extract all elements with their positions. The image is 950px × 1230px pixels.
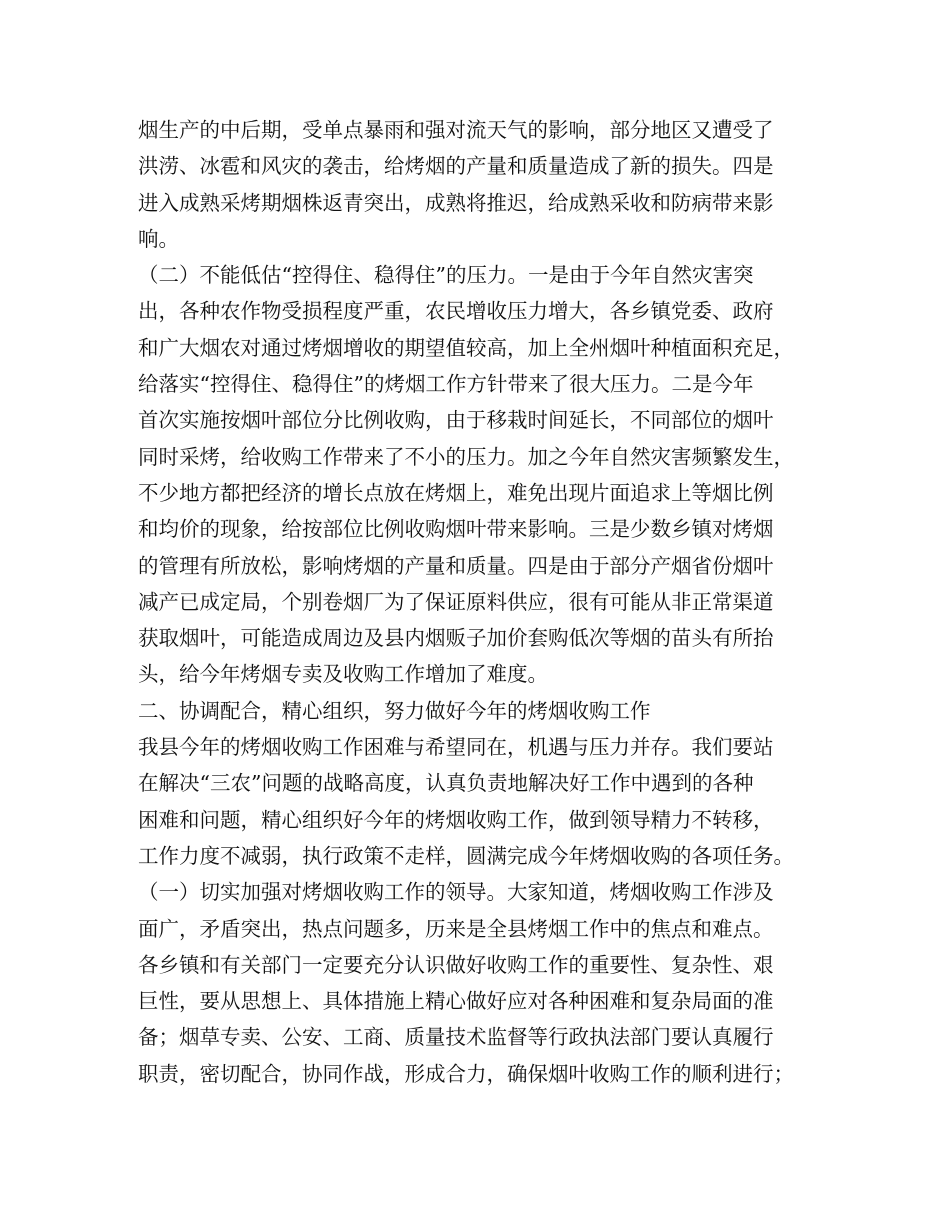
text-line: 同时采烤，给收购工作带来了不小的压力。加之今年自然灾害频繁发生， [138, 444, 794, 469]
document-body [138, 112, 838, 1092]
text-line: 和广大烟农对通过烤烟增收的期望值较高，加上全州烟叶种植面积充足， [138, 335, 794, 360]
text-line: 烟生产的中后期，受单点暴雨和强对流天气的影响，部分地区又遭受了 [138, 118, 774, 142]
text-line: 头，给今年烤烟专卖及收购工作增加了难度。 [138, 662, 548, 687]
text-line: 减产已成定局，个别卷烟厂为了保证原料供应，很有可能从非正常渠道 [138, 589, 774, 614]
text-line: 给落实“控得住、稳得住”的烤烟工作方针带来了很大压力。二是今年 [138, 372, 754, 397]
text-line: 不少地方都把经济的增长点放在烤烟上，难免出现片面追求上等烟比例 [138, 480, 774, 505]
text-line: 洪涝、冰雹和风灾的袭击，给烤烟的产量和质量造成了新的损失。四是 [138, 154, 774, 179]
text-line: 我县今年的烤烟收购工作困难与希望同在，机遇与压力并存。我们要站 [138, 735, 774, 760]
section-heading-line: （一）切实加强对烤烟收购工作的领导。大家知道，烤烟收购工作涉及 [138, 880, 774, 905]
text-line: 获取烟叶，可能造成周边及县内烟贩子加价套购低次等烟的苗头有所抬 [138, 626, 774, 651]
text-line: 首次实施按烟叶部位分比例收购，由于移栽时间延长，不同部位的烟叶 [138, 408, 774, 433]
text-line: 和均价的现象，给按部位比例收购烟叶带来影响。三是少数乡镇对烤烟 [138, 517, 774, 542]
text-line: 巨性，要从思想上、具体措施上精心做好应对各种困难和复杂局面的准 [138, 989, 774, 1014]
text-line: 在解决“三农”问题的战略高度，认真负责地解决好工作中遇到的各种 [138, 771, 754, 796]
text-line: 各乡镇和有关部门一定要充分认识做好收购工作的重要性、复杂性、艰 [138, 952, 774, 977]
text-line: 出，各种农作物受损程度严重，农民增收压力增大，各乡镇党委、政府 [138, 299, 774, 324]
text-line: 困难和问题，精心组织好今年的烤烟收购工作，做到领导精力不转移， [138, 807, 774, 832]
text-line: 进入成熟采烤期烟株返青突出，成熟将推迟，给成熟采收和防病带来影 [138, 190, 774, 215]
section-heading-line: （二）不能低估“控得住、稳得住”的压力。一是由于今年自然灾害突 [138, 263, 754, 288]
text-line: 工作力度不减弱，执行政策不走样，圆满完成今年烤烟收购的各项任务。 [138, 843, 794, 868]
text-line: 面广，矛盾突出，热点问题多，历来是全县烤烟工作中的焦点和难点。 [138, 916, 774, 941]
text-line: 的管理有所放松，影响烤烟的产量和质量。四是由于部分产烟省份烟叶 [138, 553, 774, 578]
text-line: 备；烟草专卖、公安、工商、质量技术监督等行政执法部门要认真履行 [138, 1025, 774, 1050]
text-line: 响。 [138, 226, 179, 251]
section-heading-line: 二、协调配合，精心组织，努力做好今年的烤烟收购工作 [138, 698, 651, 723]
text-line: 职责，密切配合，协同作战，形成合力，确保烟叶收购工作的顺利进行； [138, 1061, 794, 1086]
